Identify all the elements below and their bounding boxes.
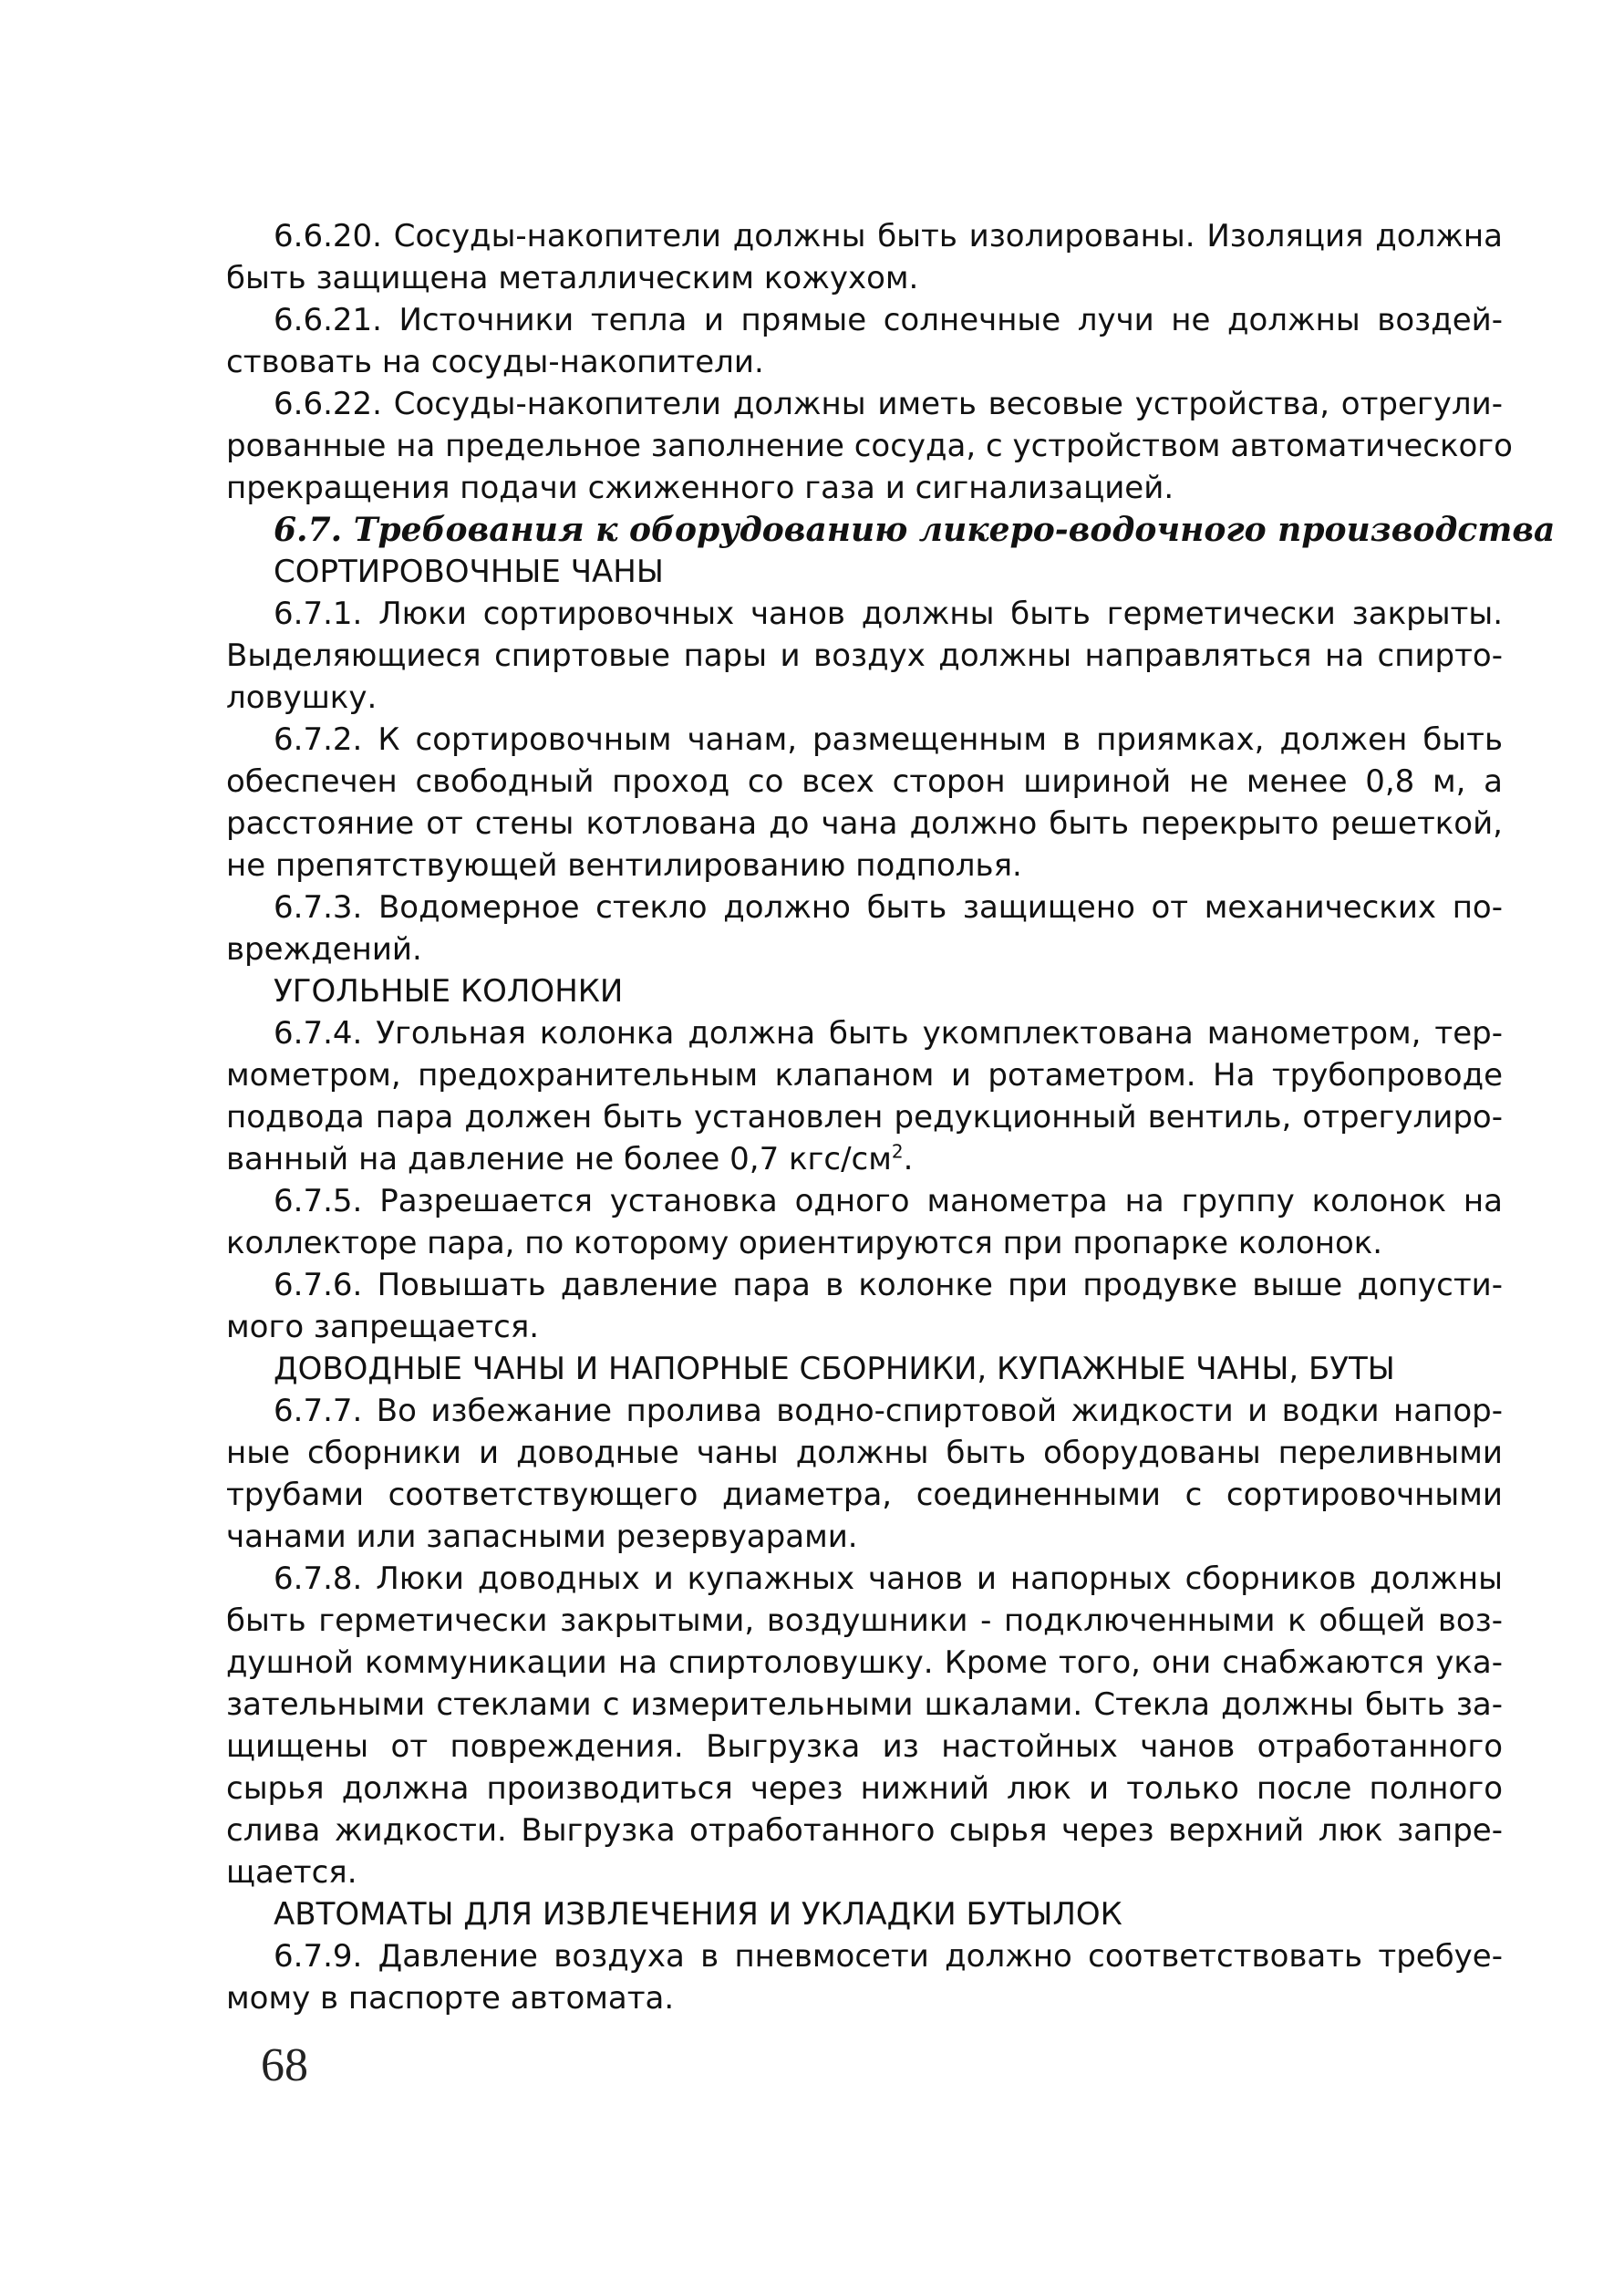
- text-span: .: [903, 1141, 914, 1177]
- text-line: ловушку.: [226, 679, 378, 716]
- text-line: 6.7.8. Люки доводных и купажных чанов и напорных сборников должны: [274, 1561, 1503, 1597]
- text-span: ванный на давление не более 0,7 кгс/см: [226, 1141, 892, 1177]
- subsection-heading: АВТОМАТЫ ДЛЯ ИЗВЛЕЧЕНИЯ И УКЛАДКИ БУТЫЛОК: [274, 1896, 1122, 1933]
- page-number: 68: [261, 2039, 308, 2091]
- subsection-heading: ДОВОДНЫЕ ЧАНЫ И НАПОРНЫЕ СБОРНИКИ, КУПАЖНЫЕ ЧАНЫ, БУТЫ: [274, 1351, 1395, 1387]
- text-line: чанами или запасными резервуарами.: [226, 1519, 858, 1555]
- text-line: 6.7.9. Давление воздуха в пневмосети должно соответствовать требуе-: [274, 1938, 1503, 1975]
- text-line: ствовать на сосуды-накопители.: [226, 344, 764, 380]
- text-line: 6.7.1. Люки сортировочных чанов должны быть герметически закрыты.: [274, 596, 1503, 632]
- text-line: зательными стеклами с измерительными шкалами. Стекла должны быть за-: [226, 1686, 1503, 1723]
- text-line: 6.7.6. Повышать давление пара в колонке при продувке выше допусти-: [274, 1267, 1503, 1303]
- text-line: быть защищена металлическим кожухом.: [226, 260, 919, 296]
- text-line: 6.7.5. Разрешается установка одного манометра на группу колонок на: [274, 1183, 1503, 1219]
- section-heading: 6.7. Требования к оборудованию ликеро-водочного производства: [274, 511, 1556, 549]
- subsection-heading: УГОЛЬНЫЕ КОЛОНКИ: [274, 973, 624, 1010]
- superscript: 2: [891, 1140, 904, 1163]
- text-line: коллекторе пара, по которому ориентируются при пропарке колонок.: [226, 1225, 1383, 1261]
- text-line: не препятствующей вентилированию подполья.: [226, 847, 1022, 884]
- text-line: 6.7.3. Водомерное стекло должно быть защищено от механических по-: [274, 889, 1503, 926]
- text-line: 6.6.22. Сосуды-накопители должны иметь весовые устройства, отрегули-: [274, 386, 1503, 422]
- text-line: Выделяющиеся спиртовые пары и воздух должны направляться на спирто-: [226, 638, 1503, 674]
- text-line: душной коммуникации на спиртоловушку. Кроме того, они снабжаются ука-: [226, 1644, 1503, 1681]
- text-line: 6.7.4. Угольная колонка должна быть укомплектована манометром, тер-: [274, 1015, 1503, 1052]
- text-line: щищены от повреждения. Выгрузка из настойных чанов отработанного: [226, 1728, 1503, 1765]
- text-line: слива жидкости. Выгрузка отработанного сырья через верхний люк запре-: [226, 1812, 1503, 1849]
- text-line: рованные на предельное заполнение сосуда, с устройством автоматического: [226, 428, 1513, 464]
- text-line: обеспечен свободный проход со всех сторон шириной не менее 0,8 м, а: [226, 763, 1503, 800]
- text-line: вреждений.: [226, 931, 422, 968]
- text-line: мого запрещается.: [226, 1309, 540, 1345]
- text-line: щается.: [226, 1854, 357, 1891]
- text-line: 6.6.21. Источники тепла и прямые солнечные лучи не должны воздей-: [274, 302, 1503, 338]
- text-line: 6.7.2. К сортировочным чанам, размещенным в приямках, должен быть: [274, 721, 1503, 758]
- subsection-heading: СОРТИРОВОЧНЫЕ ЧАНЫ: [274, 554, 664, 590]
- text-line: 6.7.7. Во избежание пролива водно-спиртовой жидкости и водки напор-: [274, 1393, 1503, 1429]
- text-line: прекращения подачи сжиженного газа и сигнализацией.: [226, 470, 1174, 506]
- text-line: мометром, предохранительным клапаном и ротаметром. На трубопроводе: [226, 1057, 1503, 1094]
- text-line: [226, 1138, 1503, 1180]
- text-line: 6.6.20. Сосуды-накопители должны быть изолированы. Изоляция должна: [274, 218, 1503, 254]
- text-line: подвода пара должен быть установлен редукционный вентиль, отрегулиро-: [226, 1099, 1503, 1136]
- text-line: трубами соответствующего диаметра, соединенными с сортировочными: [226, 1477, 1503, 1513]
- text-line: ные сборники и доводные чаны должны быть оборудованы переливными: [226, 1435, 1503, 1471]
- text-line: сырья должна производиться через нижний люк и только после полного: [226, 1770, 1503, 1807]
- text-line: мому в паспорте автомата.: [226, 1980, 675, 2017]
- text-line: быть герметически закрытыми, воздушники - подключенными к общей воз-: [226, 1602, 1503, 1639]
- text-line: расстояние от стены котлована до чана должно быть перекрыто решеткой,: [226, 805, 1503, 842]
